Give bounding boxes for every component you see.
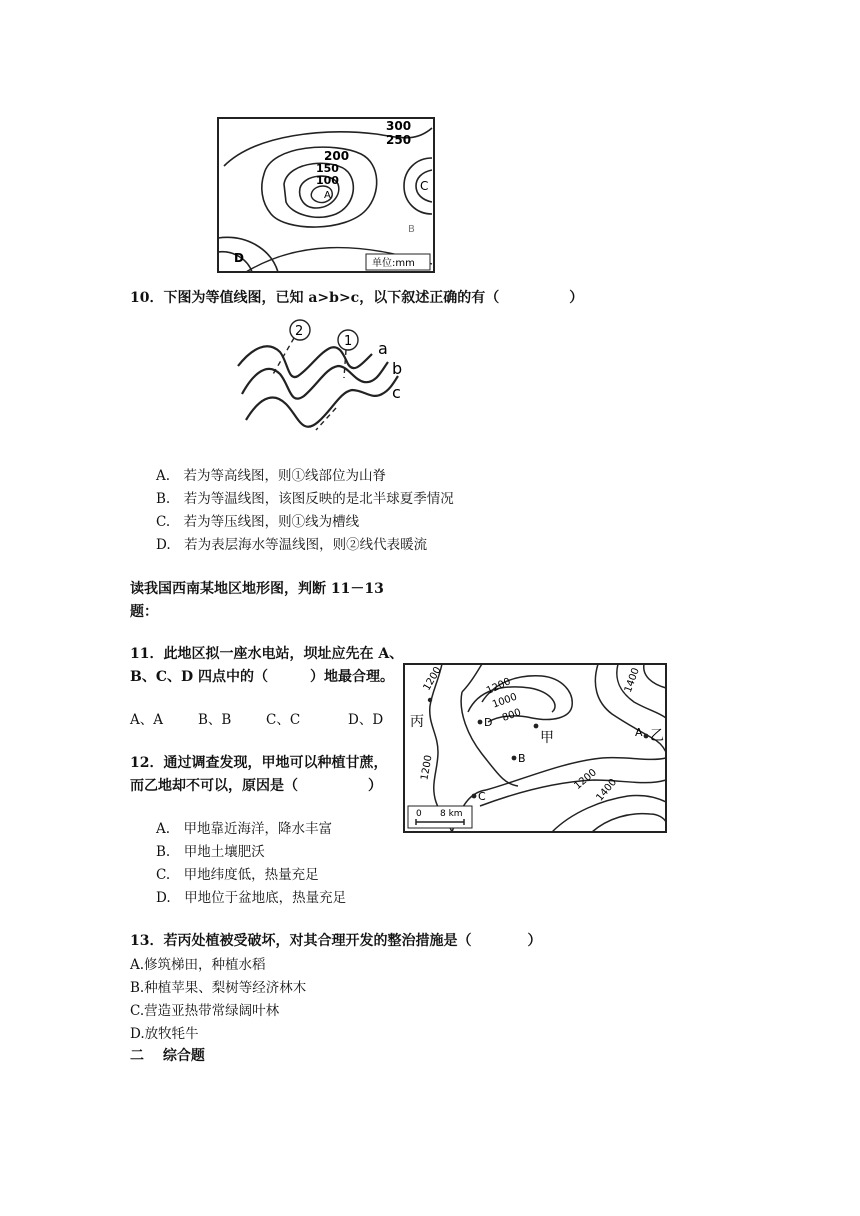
- figure-isoline-2: [232, 318, 422, 442]
- q12-line-1: 12．通过调查发现，甲地可以种植甘蔗，: [130, 755, 388, 771]
- topo-map-svg: [402, 662, 668, 834]
- q11-line-2: B、C、D 四点中的（ ）地最合理。: [130, 669, 394, 685]
- fig2-label-c: c: [392, 383, 401, 402]
- q10-option-c: C. 若为等压线图，则①线为槽线: [156, 514, 360, 530]
- fig1-unit-label: 单位:mm: [372, 258, 415, 269]
- fig1-label-250: 250: [386, 133, 412, 147]
- q10-stem: 10．下图为等值线图，已知 a>b>c，以下叙述正确的有（ ）: [130, 290, 584, 306]
- topo-contour-1000: 1000: [490, 691, 519, 711]
- fig1-label-D: D: [234, 251, 244, 265]
- q11-option-a: A、A: [130, 712, 163, 728]
- topo-contour-1400a: 1400: [622, 666, 642, 695]
- q13-stem: 13．若丙处植被受破坏，对其合理开发的整治措施是（ ）: [130, 933, 542, 949]
- fig2-label-a: a: [378, 339, 388, 358]
- topo-label-C: C: [478, 790, 486, 803]
- fig1-label-B: B: [408, 224, 415, 235]
- isoline-map-1-svg: [216, 114, 436, 274]
- q12-option-d: D. 甲地位于盆地底，热量充足: [156, 890, 347, 906]
- topo-contour-800: 800: [500, 707, 523, 724]
- q11-line-1: 11．此地区拟一座水电站，坝址应先在 A、: [130, 646, 404, 662]
- topo-contour-1200c: 1200: [419, 754, 435, 782]
- intro-line-2: 题：: [130, 604, 158, 620]
- q12-option-b: B. 甲地土壤肥沃: [156, 844, 265, 860]
- topo-label-A: A: [635, 726, 643, 739]
- topo-label-jia: 甲: [540, 730, 554, 746]
- topo-contour-1200d: 1200: [572, 767, 599, 792]
- q10-option-b: B. 若为等温线图，该图反映的是北半球夏季情况: [156, 491, 454, 507]
- topo-label-D: D: [484, 716, 493, 729]
- q12-option-c: C. 甲地纬度低，热量充足: [156, 867, 319, 883]
- fig1-label-200: 200: [324, 149, 350, 163]
- fig1-label-150: 150: [316, 162, 339, 175]
- q13-option-b: B.种植苹果、梨树等经济林木: [130, 980, 307, 996]
- fig1-label-A: A: [324, 190, 331, 201]
- q13-option-d: D.放牧牦牛: [130, 1026, 199, 1042]
- fig2-circle-label-1: 1: [344, 334, 353, 349]
- q10-option-d: D. 若为表层海水等温线图，则②线代表暖流: [156, 537, 428, 553]
- figure-topo-map: [402, 662, 668, 834]
- fig1-label-100: 100: [316, 174, 339, 187]
- fig1-label-C: C: [420, 179, 429, 193]
- q10-option-a: A. 若为等高线图，则①线部位为山脊: [156, 468, 387, 484]
- isoline-2-svg: [232, 318, 422, 442]
- topo-contour-1200a: 1200: [421, 665, 444, 693]
- fig1-label-300: 300: [386, 119, 412, 133]
- section-2-title: 二 综合题: [130, 1048, 205, 1064]
- topo-contour-1400b: 1400: [594, 776, 620, 804]
- fig2-label-b: b: [392, 359, 403, 378]
- topo-contour-1200b: 1200: [484, 676, 513, 697]
- q11-option-b: B、B: [198, 712, 232, 728]
- intro-line-1: 读我国西南某地区地形图，判断 11－13: [130, 581, 384, 597]
- topo-label-bing: 丙: [410, 714, 424, 730]
- q11-option-d: D、D: [348, 712, 384, 728]
- q13-option-c: C.营造亚热带常绿阔叶林: [130, 1003, 280, 1019]
- topo-label-B: B: [518, 752, 526, 765]
- topo-scale-0: 0: [416, 809, 422, 819]
- topo-label-yi: 乙: [650, 728, 664, 744]
- q12-line-2: 而乙地却不可以，原因是（ ）: [130, 778, 382, 794]
- q12-option-a: A. 甲地靠近海洋，降水丰富: [156, 821, 333, 837]
- figure-isoline-map-1: [216, 114, 436, 274]
- q11-option-c: C、C: [266, 712, 301, 728]
- q13-option-a: A.修筑梯田，种植水稻: [130, 957, 266, 973]
- topo-scale-8km: 8 km: [440, 809, 463, 819]
- fig2-circle-label-2: 2: [295, 324, 304, 339]
